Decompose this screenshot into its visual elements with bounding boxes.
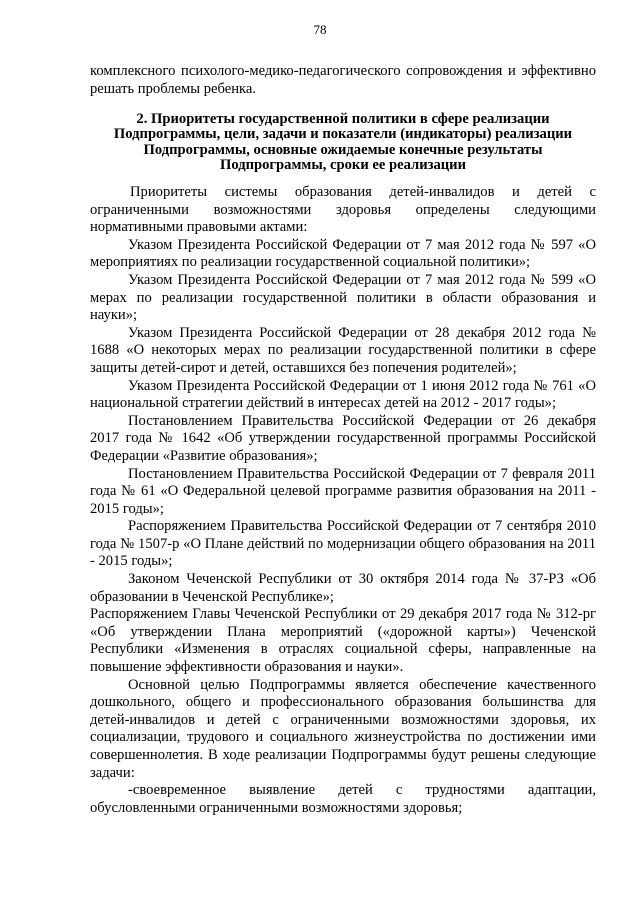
heading-line-4: Подпрограммы, сроки ее реализации bbox=[219, 156, 466, 173]
paragraph-decree-761: Указом Президента Российской Федерации от 1 июня 2012 года № 761 «О национальной стратегии действий в интересах детей на 2012 - 2017 годы»; bbox=[90, 377, 596, 412]
heading-line-1: 2. Приоритеты государственной политики в сфере реализации bbox=[136, 111, 550, 128]
paragraph-decree-597: Указом Президента Российской Федерации от 7 мая 2012 года № 597 «О мероприятиях по реализации государственной социальной политики»; bbox=[90, 236, 596, 271]
paragraph-order-312: Распоряжением Главы Чеченской Республики от 29 декабря 2017 года № 312-рг «Об утверждении Плана мероприятий («дорожной карты») Чеченской Республики «Изменения в отраслях социальной сферы, направленные на повышение эффективности образования и науки». bbox=[90, 606, 596, 676]
intro-paragraph: комплексного психолого-медико-педагогического сопровождения и эффективно решать проблемы ребенка. bbox=[90, 63, 596, 97]
paragraph-resolution-1642: Постановлением Правительства Российской Федерации от 26 декабря 2017 года № 1642 «Об утверждении государственной программы Российской Федерации «Развитие образования»; bbox=[90, 412, 596, 464]
page-number: 78 bbox=[313, 22, 327, 37]
paragraph-resolution-61: Постановлением Правительства Российской Федерации от 7 февраля 2011 года № 61 «О Федеральной целевой программе развития образования на 2011 - 2015 годы»; bbox=[90, 465, 596, 517]
paragraph-decree-1688: Указом Президента Российской Федерации от 28 декабря 2012 года № 1688 «О некоторых мерах по реализации государственной политики в сфере защиты детей-сирот и детей, оставшихся без попечения родителей»; bbox=[90, 324, 596, 376]
heading-line-2: Подпрограммы, цели, задачи и показатели (индикаторы) реализации bbox=[113, 126, 573, 143]
paragraph-law-37: Законом Чеченской Республики от 30 октября 2014 года № 37-РЗ «Об образовании в Чеченской Республике»; bbox=[90, 571, 596, 605]
paragraph-priorities: Приоритеты системы образования детей-инвалидов и детей с ограниченными возможностями здоровья определены следующими нормативными правовыми актами: bbox=[90, 184, 596, 236]
paragraph-order-1507: Распоряжением Правительства Российской Федерации от 7 сентября 2010 года № 1507-р «О Плане действий по модернизации общего образования на 2011 - 2015 годы»; bbox=[90, 518, 596, 570]
heading-line-3: Подпрограммы, основные ожидаемые конечные результаты bbox=[143, 141, 543, 158]
paragraph-decree-599: Указом Президента Российской Федерации от 7 мая 2012 года № 599 «О мерах по реализации государственной политики в области образования и науки»; bbox=[90, 271, 596, 324]
paragraph-main-goal: Основной целью Подпрограммы является обеспечение качественного дошкольного, общего и профессионального образования большинства для детей-инвалидов и детей с ограниченными возможностями здоровья, их социализации, трудового и социального жизнеустройства по достижении ими совершеннолетия. В ходе реализации Подпрограммы будут решены следующие задачи: bbox=[90, 676, 596, 781]
paragraph-task-1: -своевременное выявление детей с трудностями адаптации, обусловленными ограниченными возможностями здоровья; bbox=[90, 782, 596, 816]
section-heading bbox=[90, 112, 596, 173]
page-body bbox=[90, 63, 596, 817]
